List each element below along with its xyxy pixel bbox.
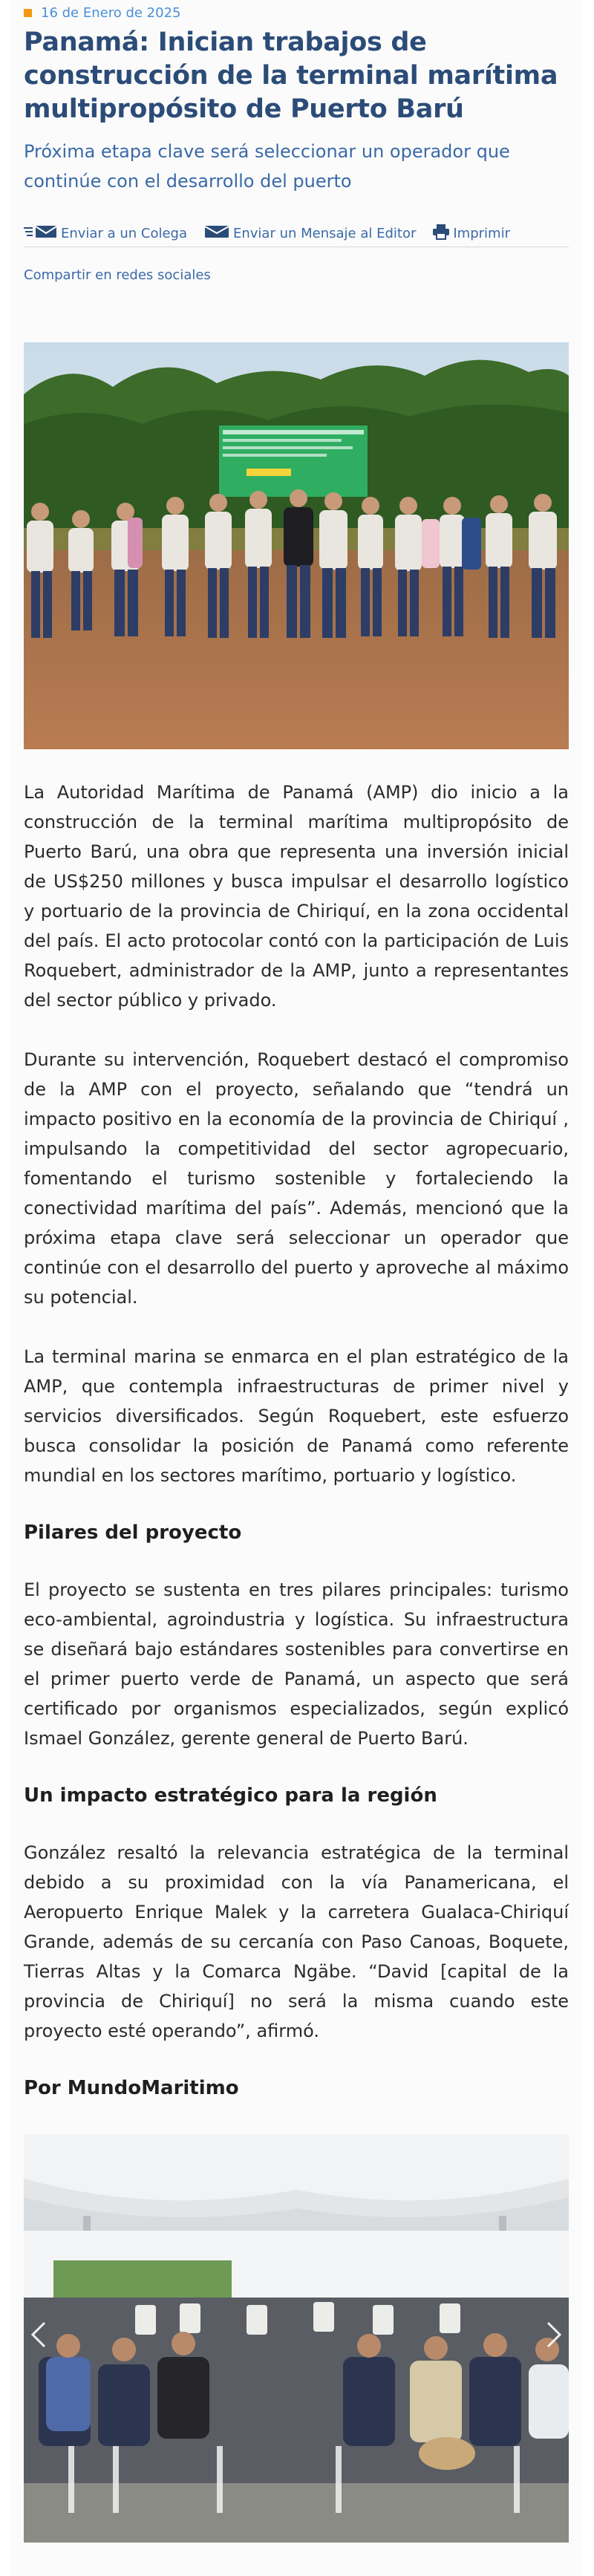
paragraph-2: Durante su intervención, Roquebert destacó el compromiso de la AMP con el proyecto, señalando que “tendrá un impacto positivo en la economía de la provincia de Chiriquí , impulsando la competitividad del sector agropecuario, fomentando el turismo sostenible y fortaleciendo la conectividad marítima del país”. Además, mencionó que la próxima etapa clave será seleccionar un operador que continúe con el desarrollo del puerto y aproveche al máximo su potencial. xyxy=(24,1049,569,1308)
article-actions xyxy=(24,224,569,242)
print-label: Imprimir xyxy=(453,225,510,241)
carousel-prev-button[interactable] xyxy=(24,2312,53,2357)
send-editor-label: Enviar un Mensaje al Editor xyxy=(233,225,417,241)
article-subtitle: Próxima etapa clave será seleccionar un operador que continúe con el desarrollo del puerto xyxy=(24,141,510,192)
article-date: 16 de Enero de 2025 xyxy=(41,4,181,21)
paragraph-3: La terminal marina se enmarca en el plan estratégico de la AMP, que contempla infraestructuras de primer nivel y servicios diversificados. Según Roquebert, este esfuerzo busca consolidar la posición de Panamá como referente mundial en los sectores marítimo, portuario y logístico. xyxy=(24,1346,569,1486)
article-page xyxy=(10,0,582,2576)
share-link[interactable]: Compartir en redes sociales xyxy=(24,267,211,283)
article-title: Panamá: Inician trabajos de construcción de la terminal marítima multipropósito de Puerto Barú xyxy=(24,27,558,124)
chevron-right-icon xyxy=(545,2320,563,2350)
send-colleague-button[interactable] xyxy=(24,224,187,243)
paragraph-1: La Autoridad Marítima de Panamá (AMP) dio inicio a la construcción de la terminal marítima multipropósito de Puerto Barú, una obra que representa una inversión inicial de US$250 millones y busca impulsar el desarrollo logístico y portuario de la provincia de Chiriquí, en la zona occidental del país. El acto protocolar contó con la participación de Luis Roquebert, administrador de la AMP, junto a representantes del sector público y privado. xyxy=(24,782,569,1011)
audience-photo-carousel xyxy=(24,2134,569,2543)
send-colleague-icon xyxy=(24,224,61,243)
send-editor-button[interactable] xyxy=(203,224,416,243)
date-marker xyxy=(24,9,32,17)
paragraph-4: El proyecto se sustenta en tres pilares principales: turismo eco-ambiental, agroindustria y logística. Su infraestructura se diseñará bajo estándares sostenibles para convertirse en el primer puerto verde de Panamá, un aspecto que será certificado por organismos especializados, según explicó Ismael González, gerente general de Puerto Barú. xyxy=(24,1579,569,1749)
printer-icon xyxy=(432,224,453,244)
print-button[interactable] xyxy=(432,224,510,244)
ceremony-photo xyxy=(24,342,569,749)
byline: Por MundoMaritimo xyxy=(24,2077,239,2099)
send-colleague-label: Enviar a un Colega xyxy=(61,225,187,241)
carousel-next-button[interactable] xyxy=(539,2312,569,2357)
date-row xyxy=(24,0,569,20)
section-heading-pillars: Pilares del proyecto xyxy=(24,1522,242,1544)
section-heading-impact: Un impacto estratégico para la región xyxy=(24,1784,437,1807)
envelope-icon xyxy=(203,224,233,243)
paragraph-5: González resaltó la relevancia estratégica de la terminal debido a su proximidad con la vía Panamericana, el Aeropuerto Enrique Malek y la carretera Gualaca-Chiriquí Grande, además de su cercanía con Paso Canoas, Boquete, Tierras Altas y la Comarca Ngäbe. “David [capital de la provincia de Chiriquí] no será la misma cuando este proyecto esté operando”, afirmó. xyxy=(24,1842,569,2041)
chevron-left-icon xyxy=(30,2320,48,2350)
